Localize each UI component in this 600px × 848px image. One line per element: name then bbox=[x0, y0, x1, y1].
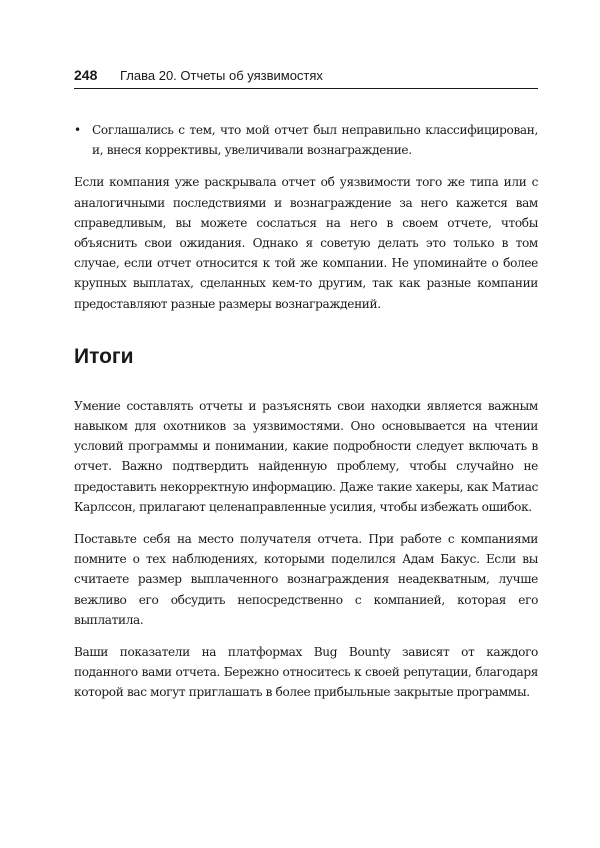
chapter-title: Глава 20. Отчеты об уязвимостях bbox=[120, 68, 323, 83]
running-header bbox=[74, 66, 538, 89]
body-paragraph: Если компания уже раскрывала отчет об уязвимости того же типа или с аналогичными последствиями и вознаграждение за него кажется вам справедливым, вы можете сослаться на него в своем отчете, чтобы объяснить свои ожидания. Однако я советую делать это только в том случае, если отчет относится к той же компании. Не упоминайте о более крупных выплатах, сделанных кем-то другим, так как разные компании предоставляют разные размеры вознаграждений. bbox=[74, 175, 538, 311]
list-item bbox=[74, 120, 538, 160]
summary-paragraph: Ваши показатели на платформах Bug Bounty зависят от каждого поданного вами отчета. Бережно относитесь к своей репутации, благодаря которой вас могут приглашать в более прибыльные закрытые программы. bbox=[74, 645, 538, 700]
section-heading: Итоги bbox=[74, 344, 134, 368]
bullet-marker: • bbox=[74, 123, 81, 137]
bullet-text: Соглашались с тем, что мой отчет был неправильно классифицирован, и, внеся коррективы, увеличивали вознаграждение. bbox=[92, 123, 538, 158]
summary-paragraph: Поставьте себя на место получателя отчета. При работе с компаниями помните о тех наблюдениях, которыми поделился Адам Бакус. Если вы считаете размер выплаченного вознаграждения неадекватным, лучше вежливо его обсудить непосредственно с компанией, которая его выплатила. bbox=[74, 532, 538, 627]
page-body bbox=[74, 120, 538, 715]
page-number: 248 bbox=[74, 67, 98, 83]
summary-paragraph: Умение составлять отчеты и разъяснять свои находки является важным навыком для охотников за уязвимостями. Оно основывается на чтении условий программы и понимании, какие подробности следует включать в отчет. Важно подтвердить найденную проблему, чтобы случайно не предоставить некорректную информацию. Даже такие хакеры, как Матиас Карлссон, прилагают целенаправленные усилия, чтобы избежать ошибок. bbox=[74, 398, 538, 514]
bullet-list bbox=[74, 120, 538, 160]
